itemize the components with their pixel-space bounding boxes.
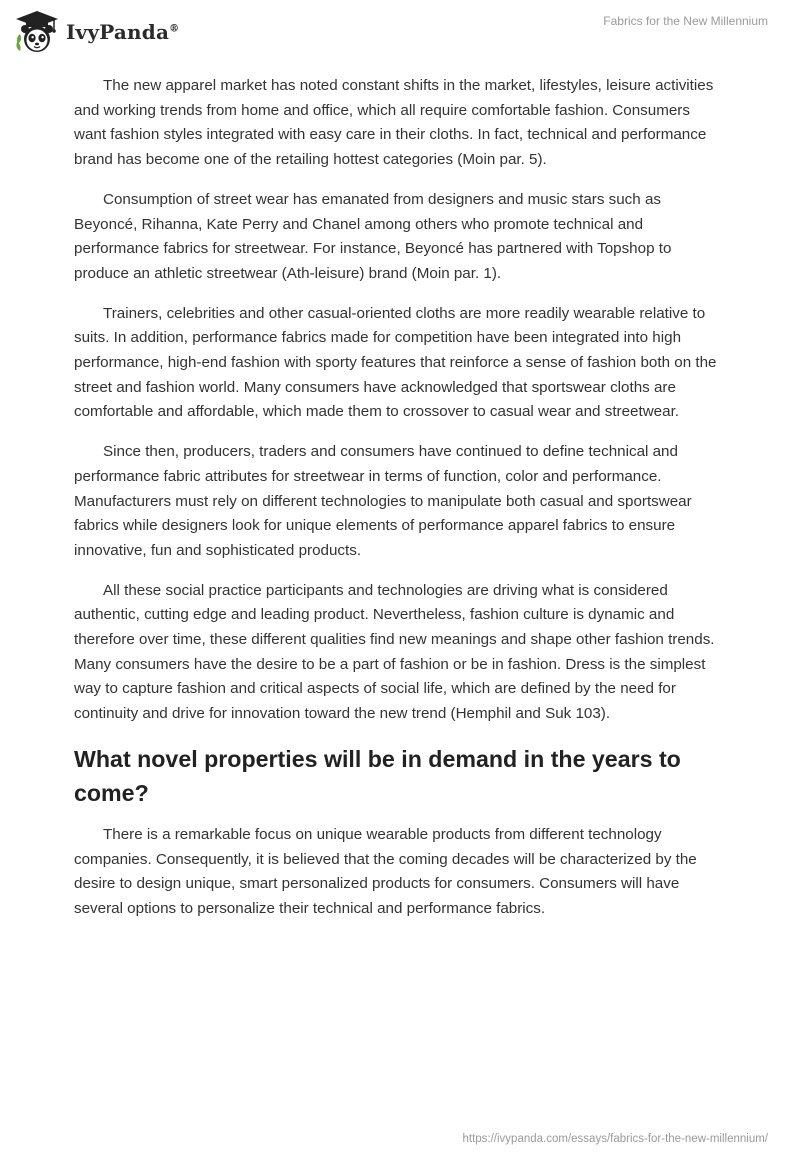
source-url[interactable]: https://ivypanda.com/essays/fabrics-for-the-new-millennium/ xyxy=(462,1133,768,1145)
document-title: Fabrics for the New Millennium xyxy=(603,14,768,28)
paragraph: The new apparel market has noted constant shifts in the market, lifestyles, leisure activities and working trends from home and office, which all require comfortable fashion. Consumers want fashion styles integrated with easy care in their cloths. In fact, technical and performance brand has become one of the retailing hottest categories (Moin par. 5). xyxy=(74,77,714,169)
panda-graduate-icon xyxy=(14,10,60,54)
paragraph: Consumption of street wear has emanated from designers and music stars such as Beyoncé, Rihanna, Kate Perry and Chanel among others who promote technical and performance fabrics for streetwear. For instance, Beyoncé has partnered with Topshop to produce an athletic streetwear (Ath-leisure) brand (Moin par. 1). xyxy=(74,190,672,282)
essay-body xyxy=(74,74,724,937)
paragraph: Trainers, celebrities and other casual-oriented cloths are more readily wearable relative to suits. In addition, performance fabrics made for competition have been integrated into high performance, high-end fashion with sporty features that reinforce a sense of fashion both on the street and fashion world. Many consumers have acknowledged that sportswear cloths are comfortable and affordable, which made them to crossover to casual wear and streetwear. xyxy=(74,304,717,421)
section-heading: What novel properties will be in demand in the years to come? xyxy=(74,745,681,806)
paragraph: Since then, producers, traders and consumers have continued to define technical and performance fabric attributes for streetwear in terms of function, color and performance. Manufacturers must rely on different technologies to manipulate both casual and sportswear fabrics while designers look for unique elements of performance apparel fabrics to ensure innovative, fun and sophisticated products. xyxy=(74,443,692,559)
brand-name: IvyPanda® xyxy=(66,20,180,44)
paragraph: All these social practice participants and technologies are driving what is considered authentic, cutting edge and leading product. Nevertheless, fashion culture is dynamic and therefore over time, these different qualities find new meanings and shape other fashion trends. Many consumers have the desire to be a part of fashion or be in fashion. Dress is the simplest way to capture fashion and critical aspects of social life, which are defined by the need for continuity and drive for innovation toward the new trend (Hemphil and Suk 103). xyxy=(74,581,715,723)
page-header xyxy=(0,0,800,64)
paragraph: There is a remarkable focus on unique wearable products from different technology companies. Consequently, it is believed that the coming decades will be characterized by the desire to design unique, smart personalized products for consumers. Consumers will have several options to personalize their technical and performance fabrics. xyxy=(74,825,697,917)
ivypanda-logo[interactable] xyxy=(14,10,179,54)
